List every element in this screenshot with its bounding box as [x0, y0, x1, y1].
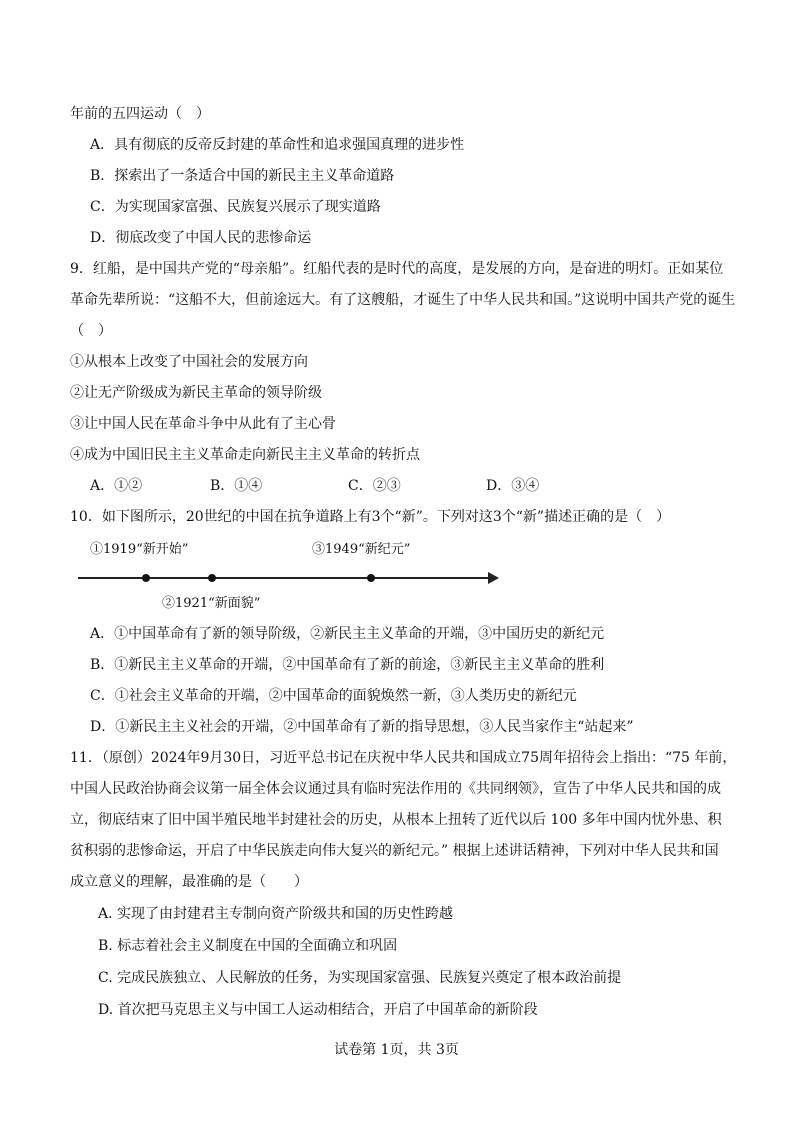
q9-choice-b: B．①④ — [210, 478, 263, 494]
q9-stem-line2: 革命先辈所说：“这船不大，但前途远大。有了这艘船，才诞生了中华人民共和国。”这说明中国共产党的诞生 — [70, 292, 736, 308]
page-footer: 试卷第 1页，共 3页 — [334, 1042, 459, 1058]
timeline-label-1919: ①1919“新开始” — [90, 542, 189, 557]
q11-stem-line1: 11．（原创）2024年9月30日，习近平总书记在庆祝中华人民共和国成立75周年招待会上指出：“75 年前， — [70, 750, 737, 766]
q11-stem-line5: 成立意义的理解，最准确的是（ ） — [70, 874, 308, 890]
q10-stem: 10．如下图所示，20世纪的中国在抗争道路上有3个“新”。下列对这3个“新”描述正确的是（ ） — [70, 509, 671, 525]
q8-option-c: C．为实现国家富强、民族复兴展示了现实道路 — [90, 199, 381, 215]
q9-item-2: ②让无产阶级成为新民主革命的领导阶级 — [70, 385, 322, 401]
q11-stem-line3: 立，彻底结束了旧中国半殖民地半封建社会的历史，从根本上扭转了近代以后 100 多年中国内忧外患、积 — [70, 812, 722, 828]
q10-option-b: B．①新民主主义革命的开端，②中国革命有了新的前途，③新民主主义革命的胜利 — [90, 657, 605, 673]
q11-option-c: C. 完成民族独立、人民解放的任务，为实现国家富强、民族复兴奠定了根本政治前提 — [98, 970, 622, 986]
timeline-dot-1919 — [142, 574, 150, 582]
q11-option-d: D. 首次把马克思主义与中国工人运动相结合，开启了中国革命的新阶段 — [98, 1002, 538, 1018]
q10-option-d: D．①新民主主义社会的开端，②中国革命有了新的指导思想，③人民当家作主“站起来” — [90, 719, 634, 735]
q9-choice-a: A．①② — [90, 478, 143, 494]
timeline-arrow-icon — [488, 572, 499, 584]
q11-stem-line4: 贫积弱的悲惨命运，开启了中华民族走向伟大复兴的新纪元。” 根据上述讲话精神，下列对中华人民共和国 — [70, 843, 719, 859]
q8-option-d: D．彻底改变了中国人民的悲惨命运 — [90, 230, 312, 246]
q9-item-1: ①从根本上改变了中国社会的发展方向 — [70, 354, 308, 370]
q10-option-c: C．①社会主义革命的开端，②中国革命的面貌焕然一新，③人类历史的新纪元 — [90, 688, 577, 704]
q9-choice-c: C．②③ — [348, 478, 401, 494]
q9-stem-line3: （ ） — [70, 323, 112, 339]
q9-item-4: ④成为中国旧民主主义革命走向新民主主义革命的转折点 — [70, 447, 420, 463]
q8-option-a: A．具有彻底的反帝反封建的革命性和追求强国真理的进步性 — [90, 137, 465, 153]
q8-option-b: B．探索出了一条适合中国的新民主主义革命道路 — [90, 168, 395, 184]
q9-item-3: ③让中国人民在革命斗争中从此有了主心骨 — [70, 416, 336, 432]
q9-choice-d: D．③④ — [486, 478, 540, 494]
q10-timeline-diagram — [70, 538, 510, 618]
timeline-dot-1921 — [208, 574, 216, 582]
q10-option-a: A．①中国革命有了新的领导阶级，②新民主主义革命的开端，③中国历史的新纪元 — [90, 626, 605, 642]
q8-stem-tail: 年前的五四运动（ ） — [70, 106, 210, 122]
timeline-dot-1949 — [367, 574, 375, 582]
q11-option-b: B. 标志着社会主义制度在中国的全面确立和巩固 — [98, 938, 398, 954]
q9-stem-line1: 9．红船，是中国共产党的“母亲船”。红船代表的是时代的高度，是发展的方向，是奋进的明灯。正如某位 — [70, 261, 724, 277]
q11-option-a: A. 实现了由封建君主专制向资产阶级共和国的历史性跨越 — [98, 906, 454, 922]
timeline-label-1921: ②1921“新面貌” — [162, 596, 261, 611]
timeline-label-1949: ③1949“新纪元” — [312, 542, 411, 557]
q11-stem-line2: 中国人民政治协商会议第一届全体会议通过具有临时宪法作用的《共同纲领》，宣告了中华人民共和国的成 — [70, 781, 721, 797]
timeline-axis — [78, 577, 490, 579]
